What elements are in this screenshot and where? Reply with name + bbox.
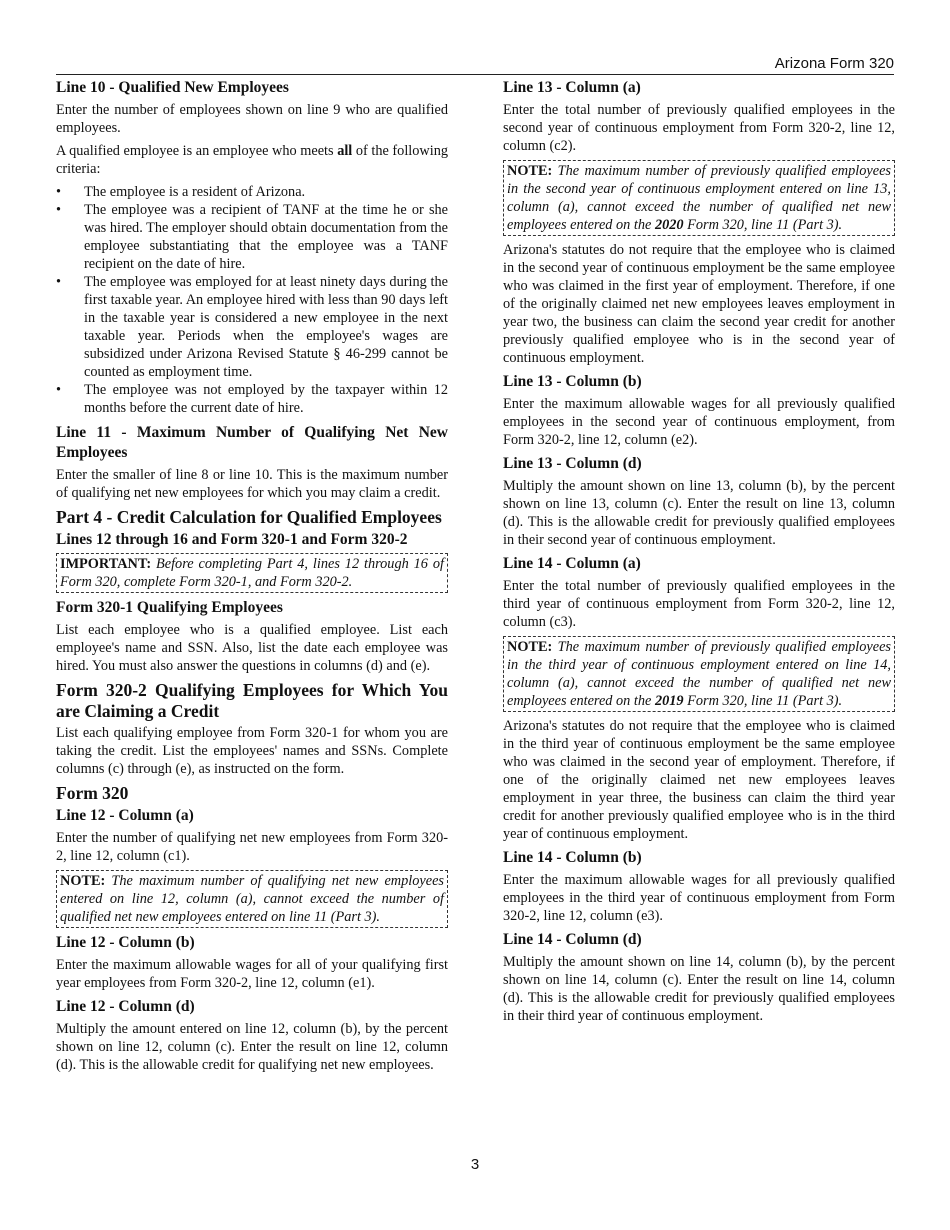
line12d-paragraph: Multiply the amount entered on line 12, column (b), by the percent shown on line 12, column (c). Enter the result on line 12, column (d). This is the allowable credit for qualifying net new employees. xyxy=(56,1021,448,1073)
line13b-paragraph: Enter the maximum allowable wages for all previously qualified employees in the second year of continuous employment, from Form 320-2, line 12, column (e2). xyxy=(503,396,895,448)
line13d-paragraph: Multiply the amount shown on line 13, column (b), by the percent shown on line 13, column (c). Enter the result on line 13, column (d). This is the allowable credit for previously qualified employees in their second year of continuous employment. xyxy=(503,478,895,548)
line12d-heading: Line 12 - Column (d) xyxy=(56,998,195,1015)
line14a-paragraph: Enter the total number of previously qualified employees in the third year of continuous employment from Form 320-2, line 12, column (c3). xyxy=(503,578,895,630)
line11-paragraph: Enter the smaller of line 8 or line 10. This is the maximum number of qualifying net new employees for which you may claim a credit. xyxy=(56,467,448,501)
criteria-item-text: The employee is a resident of Arizona. xyxy=(84,184,306,200)
line13a-statutes-paragraph: Arizona's statutes do not require that the employee who is claimed in the second year of continuous employment be the same employee who was claimed in the first year of employment. Therefore, if one of the originally claimed net new employees leaves employment in year two, the business can claim the second year credit for another previously qualified employee who is in the second year of continuous employment. xyxy=(503,242,895,366)
note-box-line12 xyxy=(56,870,448,928)
line12b-heading: Line 12 - Column (b) xyxy=(56,934,195,951)
line12a-heading: Line 12 - Column (a) xyxy=(56,807,194,824)
criteria-item-text: The employee was employed for at least ninety days during the first taxable year. An employee hired with less than 90 days left in the taxable year is considered a new employee in the next taxable year. Periods when the employee's wages are subsidized under Arizona Revised Statute § 46-299 cannot be counted as employment time. xyxy=(84,274,448,380)
bullet-icon: • xyxy=(56,274,62,290)
line13b-heading: Line 13 - Column (b) xyxy=(503,373,642,390)
line14b-paragraph: Enter the maximum allowable wages for all previously qualified employees in the third year of continuous employment from Form 320-2, line 12, column (e3). xyxy=(503,872,895,924)
line14b-heading: Line 14 - Column (b) xyxy=(503,849,642,866)
note-text-b: Form 320, line 11 (Part 3). xyxy=(683,693,843,709)
note-label: NOTE: xyxy=(60,873,106,889)
criteria-intro-text-b: of the following criteria: xyxy=(56,143,449,177)
line14a-statutes-paragraph: Arizona's statutes do not require that the employee who is claimed in the third year of continuous employment be the same employee who was claimed in the second year of employment. Therefore, if one of the originally claimed net new employees leaves employment in year three, the business can claim the third year credit for another previously qualified employee who is in the third year of continuous employment. xyxy=(503,718,895,842)
line10-paragraph: Enter the number of employees shown on line 9 who are qualified employees. xyxy=(56,102,448,136)
criteria-item xyxy=(56,183,448,201)
line11-heading: Line 11 - Maximum Number of Qualifying Net New Employees xyxy=(56,424,448,461)
note-text-a: The maximum number of previously qualified employees in the second year of continuous employment entered on line 13, column (a), cannot exceed the number of qualified net new employees entered on the xyxy=(507,163,891,233)
header-divider xyxy=(56,74,894,75)
line14d-paragraph: Multiply the amount shown on line 14, column (b), by the percent shown on line 14, column (c). Enter the result on line 14, column (d). This is the allowable credit for previously qualified employees in their third year of continuous employment. xyxy=(503,954,895,1024)
form320-2-heading: Form 320-2 Qualifying Employees for Which You are Claiming a Credit xyxy=(56,680,448,721)
form320-2-paragraph: List each qualifying employee from Form 320-1 for whom you are taking the credit. List the employees' names and SSNs. Complete columns (c) through (e), as instructed on the form. xyxy=(56,725,448,777)
qualified-employee-criteria-intro xyxy=(56,142,448,178)
line12a-paragraph: Enter the number of qualifying net new employees from Form 320-2, line 12, column (c1). xyxy=(56,830,448,864)
form-name-header: Arizona Form 320 xyxy=(774,55,894,72)
right-column xyxy=(503,78,895,1030)
line13a-paragraph: Enter the total number of previously qualified employees in the second year of continuous employment from Form 320-2, line 12, column (c2). xyxy=(503,102,895,154)
note-box-line13 xyxy=(503,160,895,236)
note-box-line14 xyxy=(503,636,895,712)
line12b-paragraph: Enter the maximum allowable wages for all of your qualifying first year employees from Form 320-2, line 12, column (e1). xyxy=(56,957,448,991)
criteria-item xyxy=(56,381,448,417)
note-label: NOTE: xyxy=(507,163,553,179)
criteria-item-text: The employee was a recipient of TANF at the time he or she was hired. The employer should obtain documentation from the employee substantiating that the employee was a TANF recipient on the date of hire. xyxy=(84,202,448,272)
line13a-heading: Line 13 - Column (a) xyxy=(503,79,641,96)
note-year: 2019 xyxy=(654,693,684,709)
note-year: 2020 xyxy=(654,217,684,233)
criteria-intro-all: all xyxy=(337,143,353,159)
criteria-list xyxy=(56,183,448,417)
important-text: Before completing Part 4, lines 12 through 16 of Form 320, complete Form 320-1, and Form 320-2. xyxy=(60,556,444,590)
criteria-intro-text-a: A qualified employee is an employee who meets xyxy=(56,143,338,159)
part4-heading: Part 4 - Credit Calculation for Qualified Employees xyxy=(56,507,442,527)
note-text-b: Form 320, line 11 (Part 3). xyxy=(683,217,843,233)
lines12-16-heading: Lines 12 through 16 and Form 320-1 and Form 320-2 xyxy=(56,531,408,548)
line13d-heading: Line 13 - Column (d) xyxy=(503,455,642,472)
bullet-icon: • xyxy=(56,184,62,200)
bullet-icon: • xyxy=(56,382,62,398)
page-number: 3 xyxy=(470,1156,480,1173)
line14a-heading: Line 14 - Column (a) xyxy=(503,555,641,572)
form320-1-heading: Form 320-1 Qualifying Employees xyxy=(56,599,283,616)
left-column xyxy=(56,78,448,1079)
bullet-icon: • xyxy=(56,202,62,218)
note-label: NOTE: xyxy=(507,639,553,655)
criteria-item xyxy=(56,201,448,273)
criteria-item-text: The employee was not employed by the taxpayer within 12 months before the current date of hire. xyxy=(84,382,448,416)
note-text-a: The maximum number of previously qualified employees in the third year of continuous employment entered on line 14, column (a), cannot exceed the number of qualified net new employees entered on the xyxy=(507,639,891,709)
form320-1-paragraph: List each employee who is a qualified employee. List each employee's name and SSN. Also, list the date each employee was hired. You must also answer the questions in columns (d) and (e). xyxy=(56,622,448,674)
line10-heading: Line 10 - Qualified New Employees xyxy=(56,79,289,96)
form320-heading: Form 320 xyxy=(56,783,129,803)
important-label: IMPORTANT: xyxy=(60,556,152,572)
line14d-heading: Line 14 - Column (d) xyxy=(503,931,642,948)
important-box xyxy=(56,553,448,593)
note-text: The maximum number of qualifying net new employees entered on line 12, column (a), cannot exceed the number of qualified net new employees entered on line 11 (Part 3). xyxy=(60,873,444,925)
criteria-item xyxy=(56,273,448,381)
